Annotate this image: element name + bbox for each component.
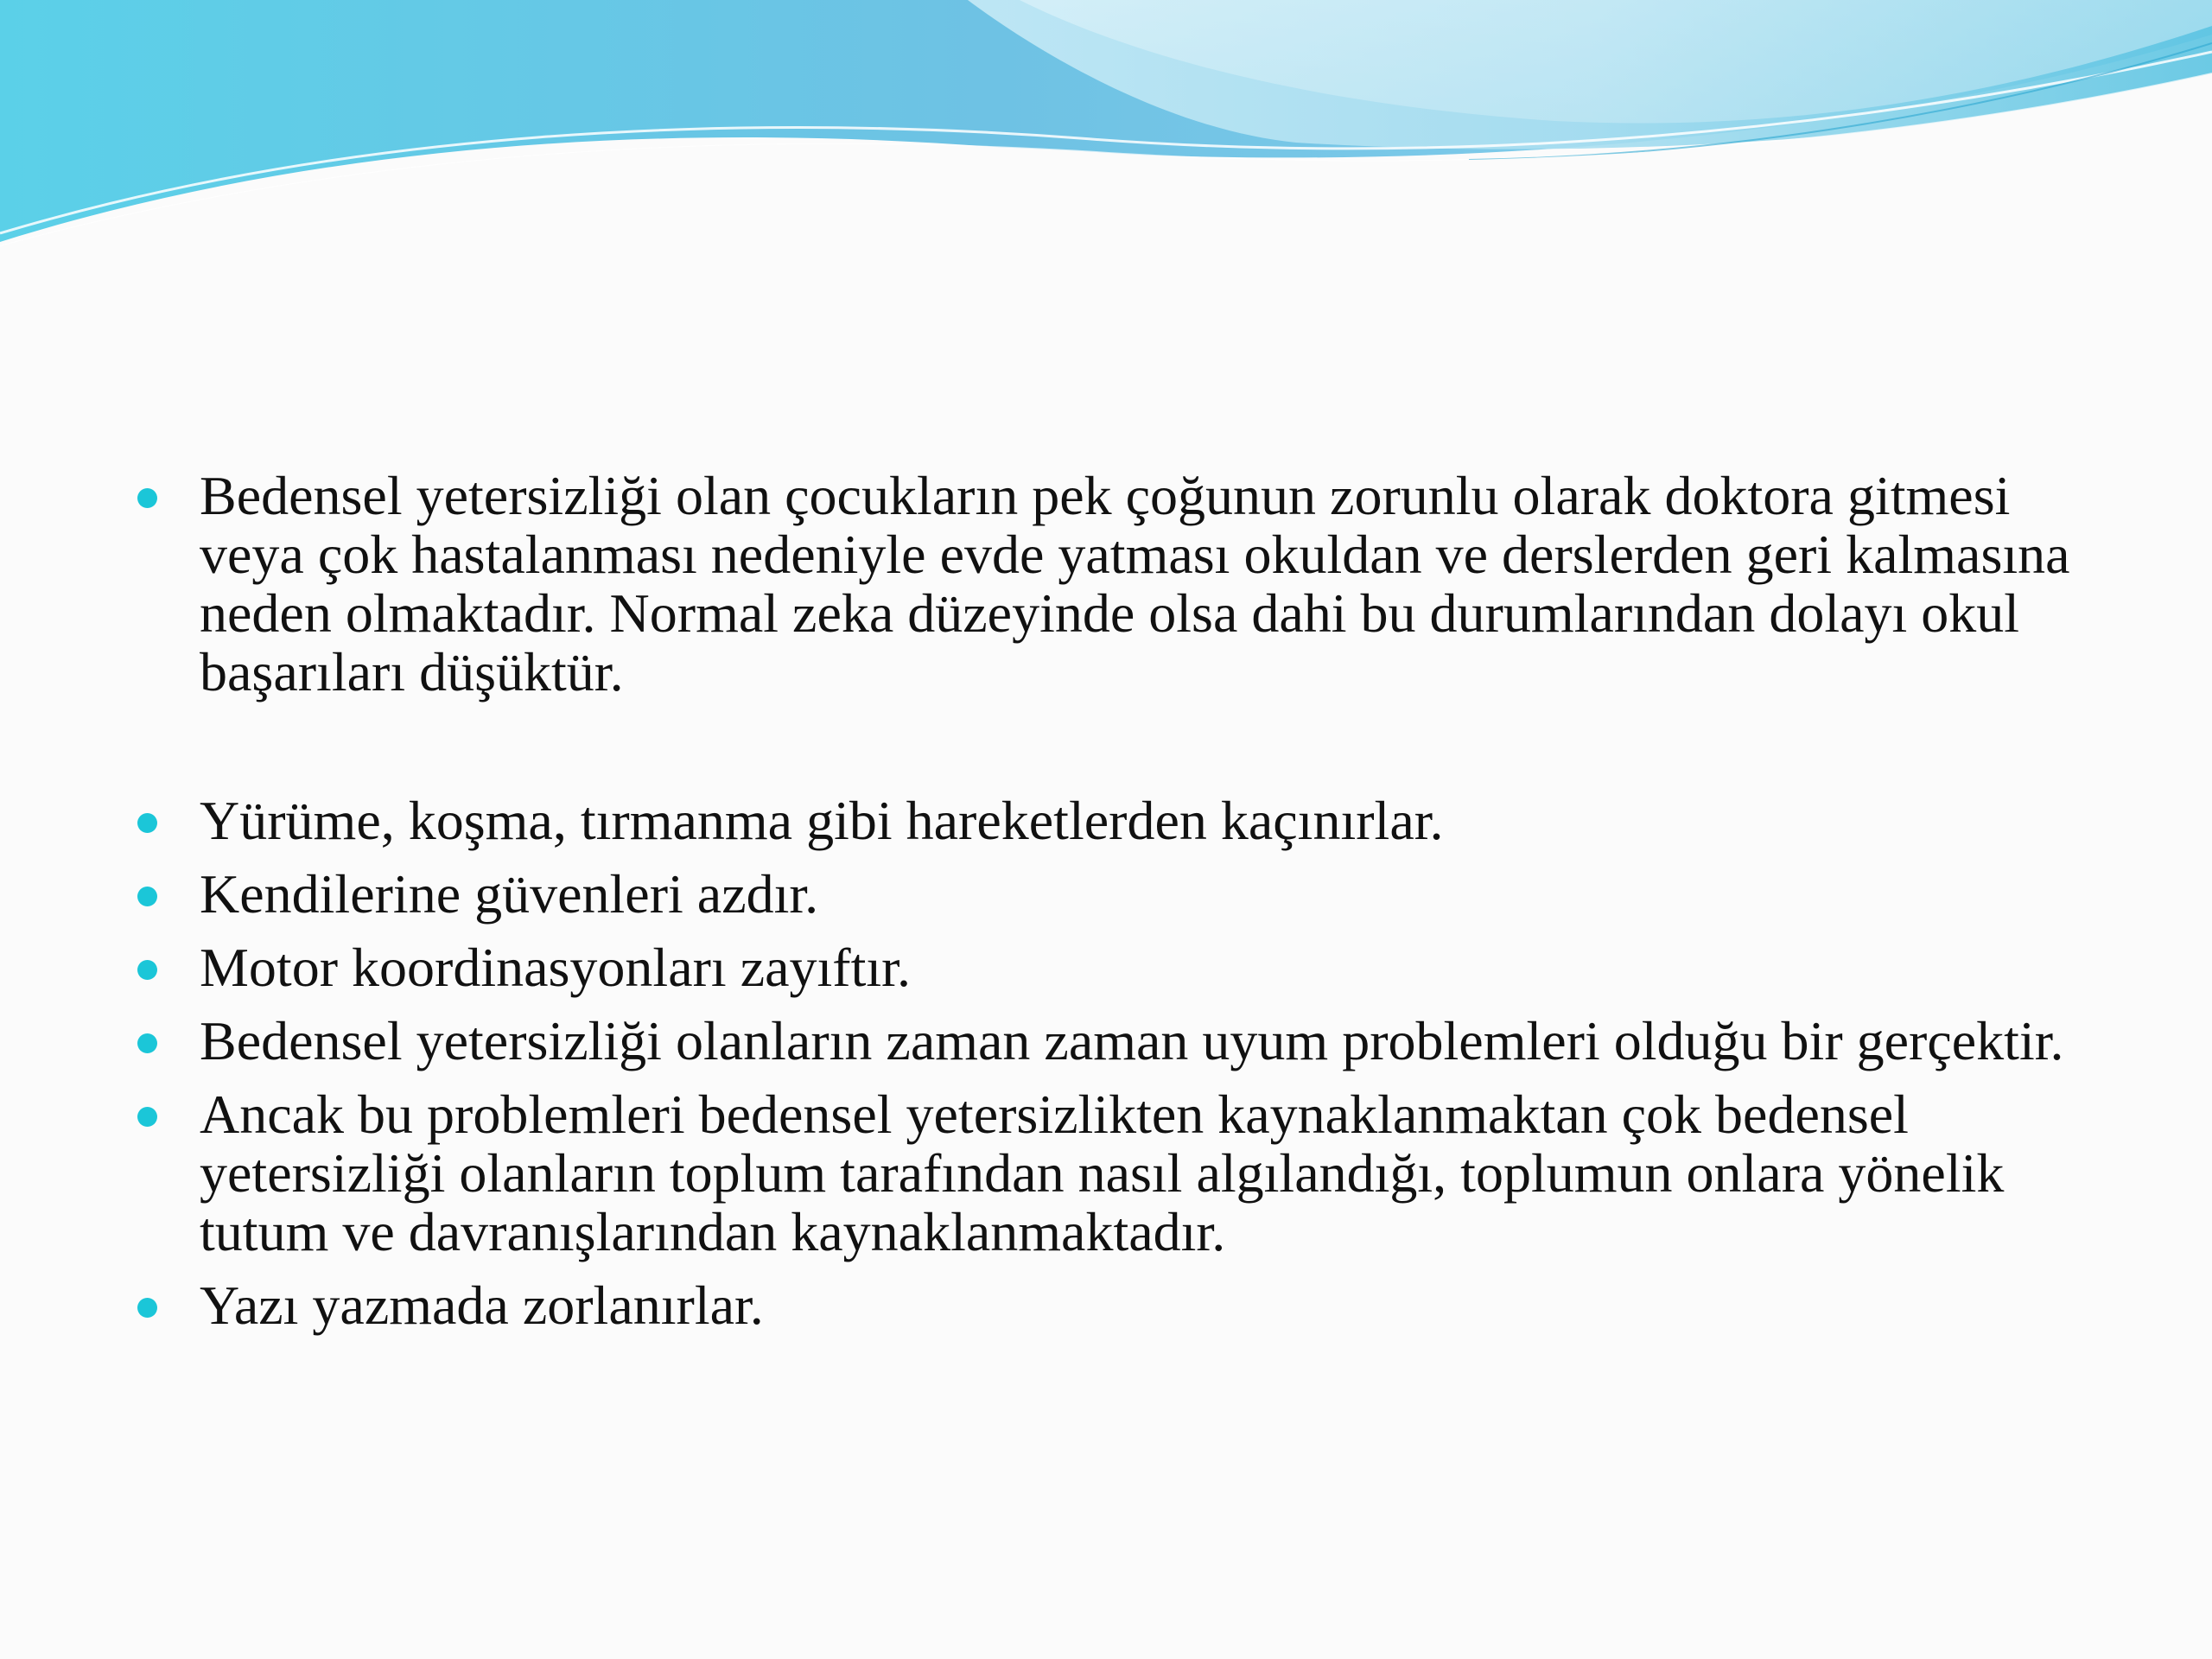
bullet-dot-icon xyxy=(137,960,157,980)
bullet-item xyxy=(134,1276,2121,1335)
bullet-dot-icon xyxy=(137,1107,157,1127)
bullet-text: Yürüme, koşma, tırmanma gibi hareketlerden kaçınırlar. xyxy=(200,790,1444,851)
bullet-dot-icon xyxy=(137,887,157,906)
bullet-text: Bedensel yetersizliği olanların zaman zaman uyum problemleri olduğu bir gerçektir. xyxy=(200,1010,2064,1071)
bullet-dot-icon xyxy=(137,1033,157,1053)
bullet-item xyxy=(134,467,2121,702)
bullet-dot-icon xyxy=(137,488,157,508)
bullet-list xyxy=(134,467,2121,1335)
bullet-item xyxy=(134,791,2121,850)
bullet-item xyxy=(134,1085,2121,1262)
bullet-text: Kendilerine güvenleri azdır. xyxy=(200,863,819,925)
bullet-text: Yazı yazmada zorlanırlar. xyxy=(200,1274,764,1336)
bullet-text: Bedensel yetersizliği olan çocukların pek çoğunun zorunlu olarak doktora gitmesi veya çok hastalanması nedeniyle evde yatması okuldan ve derslerden geri kalmasına neden olmaktadır. Normal zeka düzeyinde olsa dahi bu durumlarından dolayı okul başarıları düşüktür. xyxy=(200,465,2070,702)
slide-content xyxy=(134,467,2121,1350)
bullet-item xyxy=(134,865,2121,924)
bullet-dot-icon xyxy=(137,1298,157,1318)
bullet-dot-icon xyxy=(137,813,157,833)
header-wave-decoration xyxy=(0,0,2212,259)
bullet-item xyxy=(134,938,2121,997)
bullet-text: Motor koordinasyonları zayıftır. xyxy=(200,937,911,998)
bullet-item xyxy=(134,1012,2121,1071)
bullet-text: Ancak bu problemleri bedensel yetersizlikten kaynaklanmaktan çok bedensel yetersizliği olanların toplum tarafından nasıl algılandığı, toplumun onlara yönelik tutum ve davranışlarından kaynaklanmaktadır. xyxy=(200,1084,2005,1262)
